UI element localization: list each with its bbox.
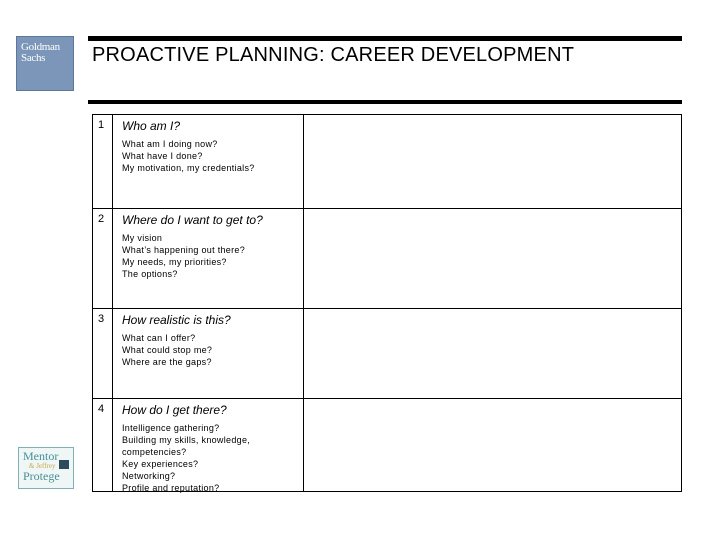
row-number: 1 bbox=[93, 115, 113, 208]
table-row-4 bbox=[93, 399, 681, 491]
table-row-2 bbox=[93, 209, 681, 309]
question-prompts bbox=[122, 232, 303, 280]
question-cell bbox=[113, 309, 304, 398]
planning-table bbox=[92, 114, 682, 492]
question-title: Where do I want to get to? bbox=[122, 213, 263, 227]
prompt-line: competencies? bbox=[122, 447, 187, 457]
logo-line-2: Sachs bbox=[21, 52, 46, 64]
question-title: How do I get there? bbox=[122, 403, 227, 417]
answer-cell-3[interactable] bbox=[304, 309, 681, 398]
table-row-1 bbox=[93, 115, 681, 209]
question-cell bbox=[113, 399, 304, 491]
table-row-3 bbox=[93, 309, 681, 399]
question-title: Who am I? bbox=[122, 119, 181, 133]
prompt-line: Intelligence gathering? bbox=[122, 423, 220, 433]
title-top-rule bbox=[88, 36, 682, 41]
answer-cell-1[interactable] bbox=[304, 115, 681, 208]
mentor-logo-square-icon bbox=[59, 460, 69, 469]
prompt-line: What can I offer? bbox=[122, 333, 196, 343]
prompt-line: My needs, my priorities? bbox=[122, 257, 227, 267]
logo-line-1: Goldman bbox=[21, 41, 60, 53]
row-number: 3 bbox=[93, 309, 113, 398]
prompt-line: Key experiences? bbox=[122, 459, 199, 469]
question-prompts bbox=[122, 138, 303, 174]
question-prompts bbox=[122, 422, 303, 494]
question-cell bbox=[113, 115, 304, 208]
goldman-sachs-logo bbox=[16, 36, 74, 91]
prompt-line: What am I doing now? bbox=[122, 139, 218, 149]
prompt-line: The options? bbox=[122, 269, 178, 279]
prompt-line: What’s happening out there? bbox=[122, 245, 246, 255]
prompt-line: Networking? bbox=[122, 471, 176, 481]
prompt-line: What have I done? bbox=[122, 151, 203, 161]
prompt-line: Profile and reputation? bbox=[122, 483, 220, 493]
question-prompts bbox=[122, 332, 303, 368]
answer-cell-2[interactable] bbox=[304, 209, 681, 308]
row-number: 2 bbox=[93, 209, 113, 308]
mentor-logo-line-1: Mentor bbox=[23, 449, 59, 463]
question-cell bbox=[113, 209, 304, 308]
mentor-logo-line-2: & Jeffrey bbox=[29, 462, 56, 470]
title-bottom-rule bbox=[88, 100, 682, 104]
question-title: How realistic is this? bbox=[122, 313, 231, 327]
prompt-line: Building my skills, knowledge, bbox=[122, 435, 251, 445]
answer-cell-4[interactable] bbox=[304, 399, 681, 491]
prompt-line: Where are the gaps? bbox=[122, 357, 212, 367]
row-number: 4 bbox=[93, 399, 113, 491]
prompt-line: My motivation, my credentials? bbox=[122, 163, 255, 173]
prompt-line: What could stop me? bbox=[122, 345, 213, 355]
mentor-protege-logo bbox=[18, 447, 74, 489]
mentor-logo-line-3: Protege bbox=[23, 469, 60, 483]
page-title: PROACTIVE PLANNING: CAREER DEVELOPMENT bbox=[92, 44, 575, 66]
prompt-line: My vision bbox=[122, 233, 163, 243]
